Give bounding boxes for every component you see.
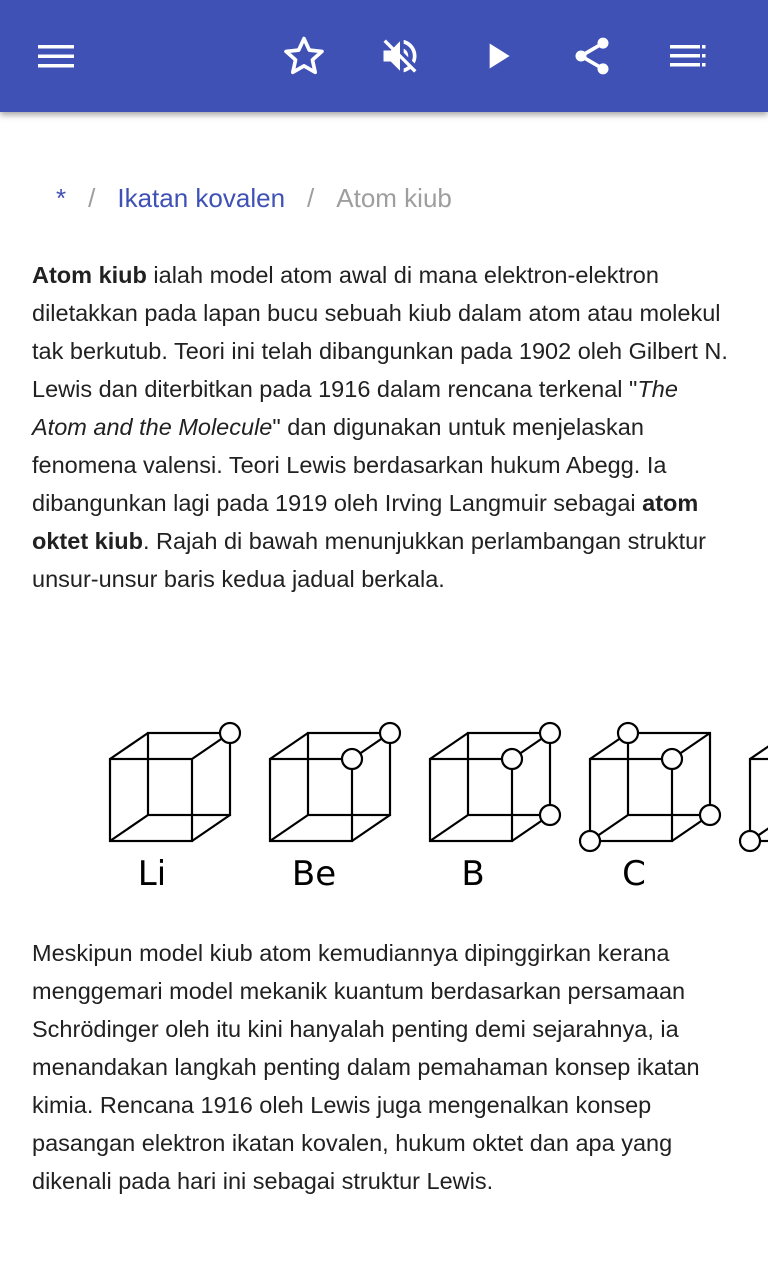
cube-partial bbox=[740, 733, 768, 851]
share-icon bbox=[570, 34, 614, 78]
cubic-atom-diagram bbox=[0, 700, 768, 900]
breadcrumb-separator: / bbox=[307, 182, 315, 213]
breadcrumb-parent-link[interactable]: Ikatan kovalen bbox=[117, 182, 286, 213]
play-button[interactable] bbox=[466, 24, 530, 88]
mute-button[interactable] bbox=[368, 24, 432, 88]
play-icon bbox=[478, 36, 518, 76]
cube-label-li: Li bbox=[137, 854, 167, 894]
cube-b bbox=[430, 723, 560, 841]
bold-term: Atom kiub bbox=[32, 262, 147, 288]
app-toolbar bbox=[0, 0, 768, 112]
playlist-icon bbox=[668, 36, 708, 76]
paragraph-text: " dan digunakan untuk menjelaskan fenomena valensi. Teori Lewis berdasarkan hukum Abegg. Ia dibangunkan lagi pada 1919 oleh Irving Langmuir sebagai bbox=[32, 414, 667, 516]
cube-label-b: B bbox=[461, 854, 485, 894]
breadcrumb bbox=[56, 178, 452, 218]
share-button[interactable] bbox=[560, 24, 624, 88]
cubic-atom-figure bbox=[0, 700, 768, 900]
volume-off-icon bbox=[378, 34, 422, 78]
cube-be bbox=[270, 723, 400, 841]
breadcrumb-root-link[interactable]: * bbox=[56, 182, 67, 213]
favorite-button[interactable] bbox=[272, 24, 336, 88]
cube-label-c: C bbox=[622, 854, 646, 894]
cube-c bbox=[580, 723, 720, 851]
breadcrumb-current: Atom kiub bbox=[336, 182, 452, 213]
paragraph-text: ialah model atom awal di mana elektron-elektron diletakkan pada lapan bucu sebuah kiub dalam atom atau molekul tak berkutub. Teori ini telah dibangunkan pada 1902 oleh Gilbert N. Lewis dan diterbitkan pada 1916 dalam rencana terkenal " bbox=[32, 262, 728, 402]
breadcrumb-separator: / bbox=[88, 182, 96, 213]
contents-button[interactable] bbox=[656, 24, 720, 88]
paragraph-text: . Rajah di bawah menunjukkan perlambangan struktur unsur-unsur baris kedua jadual berkala. bbox=[32, 528, 707, 592]
bold-term: atom oktet kiub bbox=[32, 490, 699, 554]
menu-icon bbox=[36, 36, 76, 76]
cube-label-be: Be bbox=[291, 854, 337, 894]
article-paragraph-history: Meskipun model kiub atom kemudiannya dipinggirkan kerana menggemari model mekanik kuantum berdasarkan persamaan Schrödinger oleh itu kini hanyalah penting demi sejarahnya, ia menandakan langkah penting dalam pemahaman konsep ikatan kimia. Rencana 1916 oleh Lewis juga mengenalkan konsep pasangan elektron ikatan kovalen, hukum oktet dan apa yang dikenali pada hari ini sebagai struktur Lewis. bbox=[32, 940, 700, 1194]
cube-li bbox=[110, 723, 240, 841]
italic-title: The Atom and the Molecule bbox=[32, 376, 678, 440]
article-paragraph-intro bbox=[32, 256, 736, 598]
menu-button[interactable] bbox=[24, 24, 88, 88]
star-icon bbox=[282, 34, 326, 78]
